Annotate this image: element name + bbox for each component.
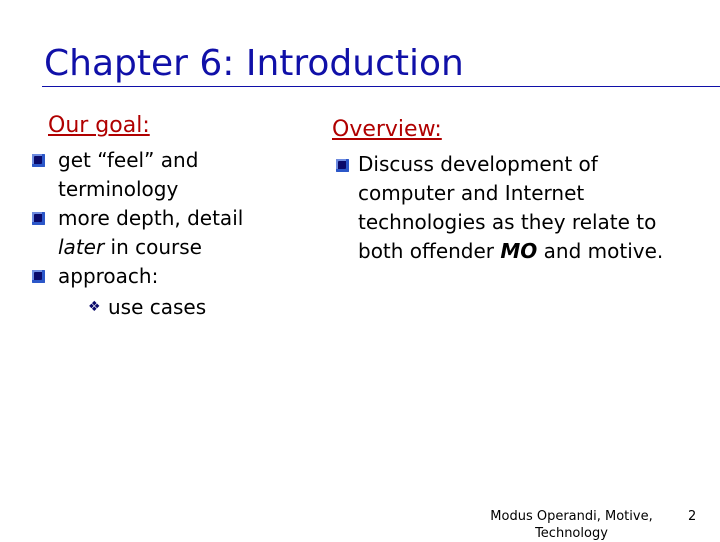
square-bullet-icon	[336, 159, 349, 172]
goal-bullet-2-line1: more depth, detail	[58, 206, 244, 230]
footer-line-1: Modus Operandi, Motive,	[490, 509, 653, 524]
overview-bullet	[336, 150, 716, 266]
overview-line-4	[358, 237, 716, 266]
goal-bullet-1	[32, 146, 292, 204]
goal-bullet-2-line2	[58, 233, 292, 262]
right-heading-text: Overview:	[332, 117, 442, 142]
left-heading-text: Our goal:	[48, 113, 150, 138]
overview-bullet-list	[336, 150, 716, 266]
goal-bullet-3	[32, 262, 292, 291]
square-bullet-icon	[32, 212, 45, 225]
goal-bullet-2	[32, 204, 292, 262]
slide-title: Chapter 6: Introduction	[44, 43, 464, 84]
footer-line-2: Technology	[535, 526, 608, 541]
overview-line-3: technologies as they relate to	[358, 210, 657, 234]
overview-line-4-pre: both offender	[358, 239, 501, 263]
overview-line-1: Discuss development of	[358, 152, 598, 176]
overview-line-4-post: and motive.	[537, 239, 664, 263]
square-bullet-icon	[32, 154, 45, 167]
right-heading	[332, 116, 442, 144]
overview-line-4-bold: MO	[500, 239, 538, 263]
diamond-bullet-icon: ❖	[88, 299, 101, 315]
goal-bullet-2-italic: later	[58, 235, 105, 259]
left-heading	[48, 112, 150, 140]
goal-bullet-1-line2: terminology	[58, 177, 179, 201]
sub-bullet-text: use cases	[108, 295, 207, 319]
goal-bullet-2-rest: in course	[104, 235, 202, 259]
goal-bullet-list	[32, 146, 292, 291]
footer-caption	[484, 508, 659, 542]
title-underline	[42, 86, 720, 87]
overview-line-2: computer and Internet	[358, 181, 585, 205]
goal-bullet-3-line1: approach:	[58, 264, 159, 288]
page-number: 2	[688, 509, 697, 524]
sub-bullet	[88, 293, 206, 322]
goal-bullet-1-line1: get “feel” and	[58, 148, 199, 172]
square-bullet-icon	[32, 270, 45, 283]
